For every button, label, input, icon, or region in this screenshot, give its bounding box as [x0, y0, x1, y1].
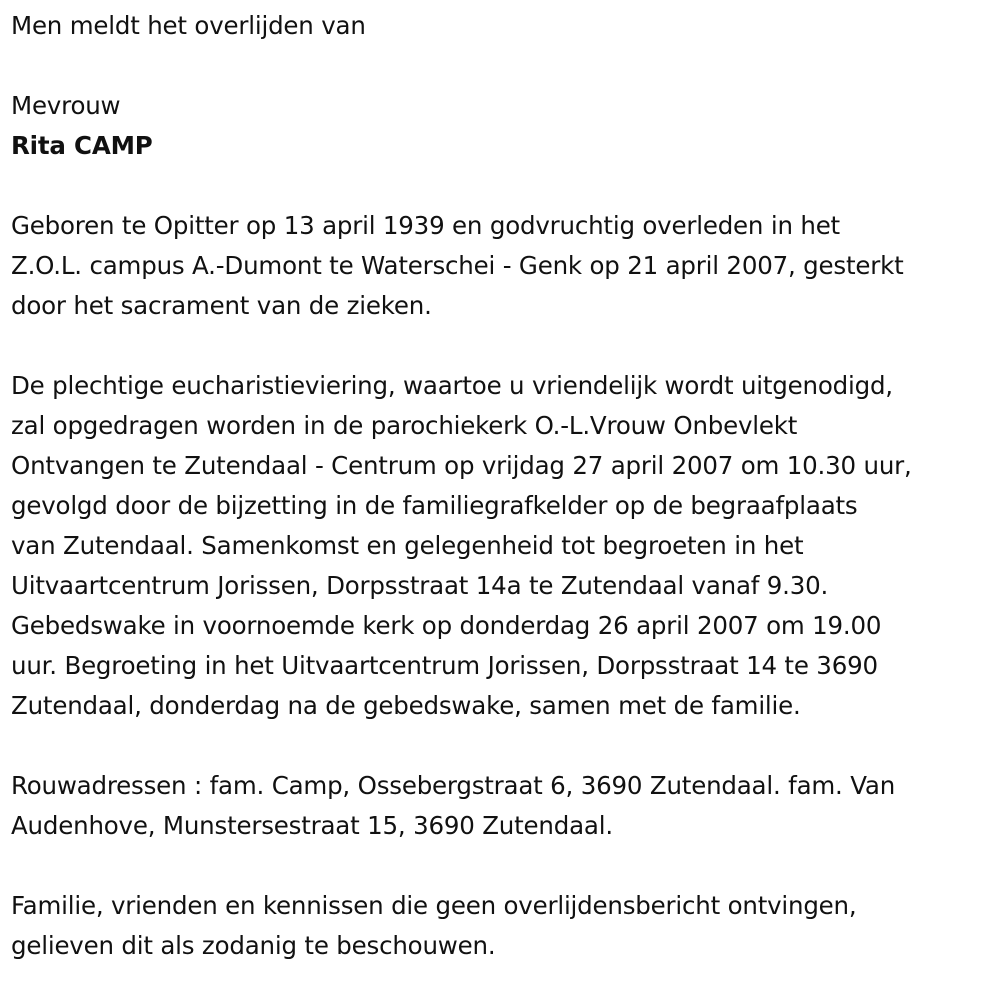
paragraph-line: Gebedswake in voornoemde kerk op donderdag 26 april 2007 om 19.00	[11, 611, 882, 640]
closing-paragraph	[11, 886, 991, 966]
paragraph-line: Geboren te Opitter op 13 april 1939 en godvruchtig overleden in het	[11, 211, 840, 240]
spacer	[11, 166, 991, 206]
deceased-name: Rita CAMP	[11, 131, 153, 160]
spacer	[11, 726, 991, 766]
paragraph-line: gelieven dit als zodanig te beschouwen.	[11, 931, 496, 960]
paragraph-line: Uitvaartcentrum Jorissen, Dorpsstraat 14a te Zutendaal vanaf 9.30.	[11, 571, 829, 600]
paragraph-line: van Zutendaal. Samenkomst en gelegenheid tot begroeten in het	[11, 531, 804, 560]
spacer	[11, 46, 991, 86]
paragraph-line: Zutendaal, donderdag na de gebedswake, samen met de familie.	[11, 691, 801, 720]
salutation: Mevrouw	[11, 91, 121, 120]
paragraph-line: Audenhove, Munstersestraat 15, 3690 Zutendaal.	[11, 811, 613, 840]
paragraph-line: Familie, vrienden en kennissen die geen overlijdensbericht ontvingen,	[11, 891, 857, 920]
intro-line: Men meldt het overlijden van	[11, 11, 366, 40]
paragraph-line: Ontvangen te Zutendaal - Centrum op vrijdag 27 april 2007 om 10.30 uur,	[11, 451, 912, 480]
paragraph-line: zal opgedragen worden in de parochiekerk O.-L.Vrouw Onbevlekt	[11, 411, 798, 440]
spacer	[11, 326, 991, 366]
birth-paragraph	[11, 206, 991, 326]
paragraph-line: uur. Begroeting in het Uitvaartcentrum Jorissen, Dorpsstraat 14 te 3690	[11, 651, 878, 680]
paragraph-line: door het sacrament van de zieken.	[11, 291, 432, 320]
spacer	[11, 846, 991, 886]
paragraph-line: De plechtige eucharistieviering, waartoe u vriendelijk wordt uitgenodigd,	[11, 371, 893, 400]
addresses-paragraph	[11, 766, 991, 846]
ceremony-paragraph	[11, 366, 991, 726]
paragraph-line: Rouwadressen : fam. Camp, Ossebergstraat 6, 3690 Zutendaal. fam. Van	[11, 771, 896, 800]
paragraph-line: Z.O.L. campus A.-Dumont te Waterschei - Genk op 21 april 2007, gesterkt	[11, 251, 904, 280]
paragraph-line: gevolgd door de bijzetting in de familiegrafkelder op de begraafplaats	[11, 491, 858, 520]
